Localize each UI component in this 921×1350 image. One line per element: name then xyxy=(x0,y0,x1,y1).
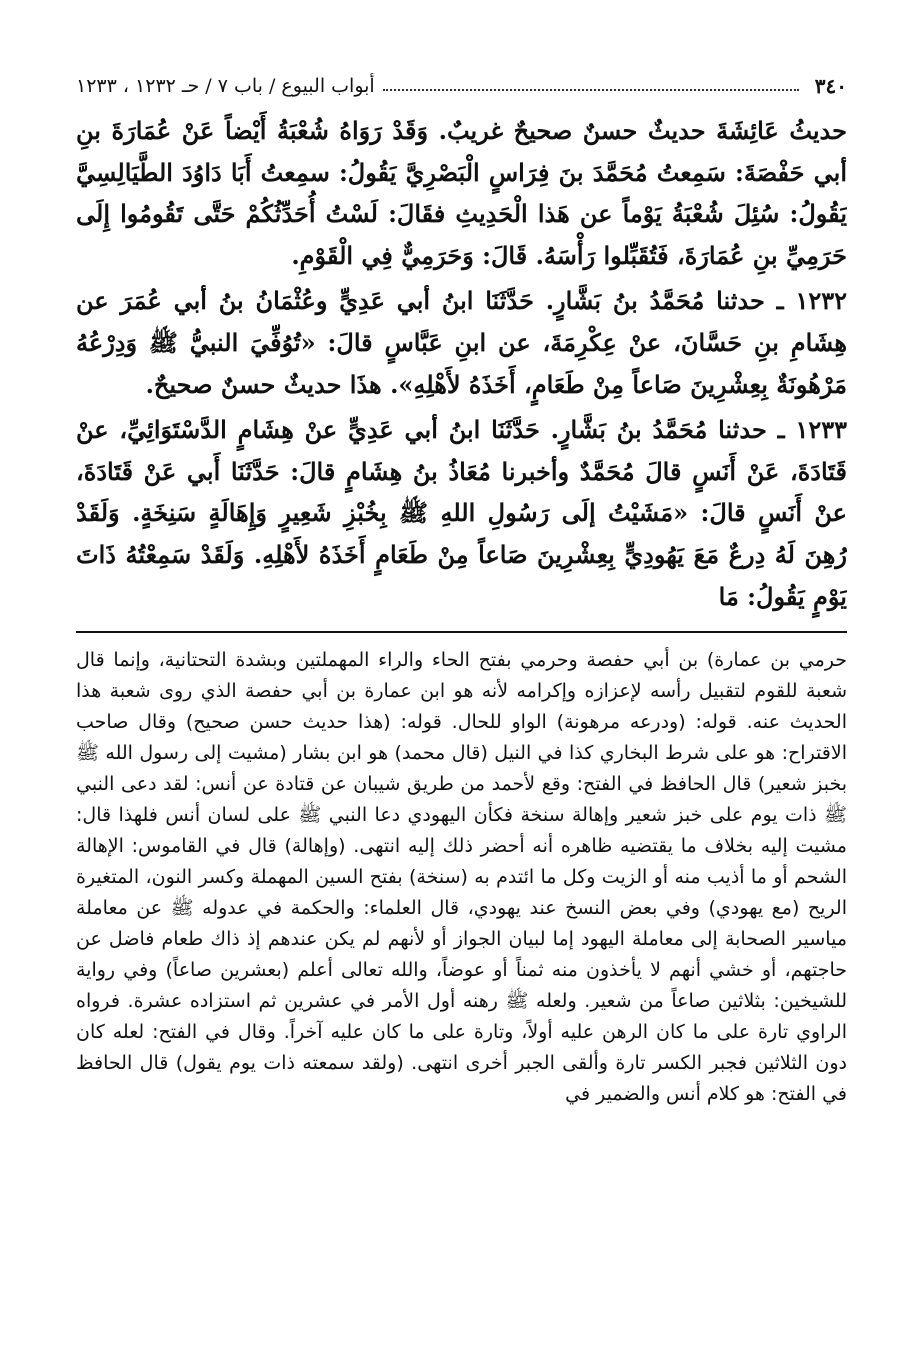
hadith-number: ١٢٣٣ ـ xyxy=(777,415,847,445)
header-dotted-leader xyxy=(383,89,799,91)
hadith-1233 xyxy=(76,409,847,617)
footnote-divider xyxy=(76,631,847,633)
hadith-text xyxy=(76,110,847,617)
hadith-number: ١٢٣٢ ـ xyxy=(776,286,847,316)
hadith-body: حدثنا مُحَمَّدُ بنُ بَشَّارٍ. حَدَّثَنَا ابنُ أبي عَدِيٍّ وعُثْمَانُ بنُ أبي عُمَرَ عن هِشَامِ بنِ حَسَّانَ، عنْ عِكْرِمَةَ، عن ابنِ عَبَّاسٍ قالَ: «تُوُفِّيَ النبيُّ ﷺ وَدِرْعُهُ مَرْهُونَةٌ بِعِشْرِينَ صَاعاً مِنْ طَعَامٍ، أَخَذَهُ لأَهْلِهِ». هذَا حديثٌ حسنٌ صحيحٌ. xyxy=(76,286,847,399)
running-header xyxy=(76,70,847,102)
book-page xyxy=(76,70,847,1340)
page-number: ٣٤٠ xyxy=(814,74,847,98)
hadith-body: حدثنا مُحَمَّدُ بنُ بَشَّارٍ. حَدَّثَنَا ابنُ أبي عَدِيٍّ عنْ هِشَامٍ الدَّسْتَوَائِيِّ، عنْ قَتَادَةَ، عَنْ أَنَسٍ قالَ مُحَمَّدٌ وأخبرنا مُعَاذُ بنُ هِشَامٍ قالَ: حَدَّثَنَا أَبي عَنْ قَتَادَةَ، عنْ أَنَسٍ قالَ: «مَشَيْتُ إلَى رَسُولِ اللهِ ﷺ بِخُبْزِ شَعِيرٍ وَإِهَالَةٍ سَنِخَةٍ. وَلَقَدْ رُهِنَ لَهُ دِرعٌ مَعَ يَهُودِيٍّ بِعِشْرِينَ صَاعاً مِنْ طَعَامٍ أَخَذَهُ لأَهْلِهِ. وَلَقَدْ سَمِعْتُهُ ذَاتَ يَوْمٍ يَقُولُ: مَا xyxy=(76,415,847,611)
hadith-1232 xyxy=(76,280,847,405)
commentary-text: حرمي بن عمارة) بن أبي حفصة وحرمي بفتح الحاء والراء المهملتين وبشدة التحتانية، وإنما قال شعبة للقوم لتقبيل رأسه لإعزازه وإكرامه لأنه هو ابن عمارة بن أبي حفصة الذي روى شعبة هذا الحديث عنه. قوله: (ودرعه مرهونة) الواو للحال. قوله: (هذا حديث حسن صحيح) وقال صاحب الاقتراح: هو على شرط البخاري كذا في النيل (قال محمد) هو ابن بشار (مشيت إلى رسول الله ﷺ بخبز شعير) قال الحافظ في الفتح: وقع لأحمد من طريق شيبان عن قتادة عن أنس: لقد دعى النبي ﷺ ذات يوم على خبز شعير وإهالة سنخة فكأن اليهودي دعا النبي ﷺ على لسان أنس فلهذا قال: مشيت إليه بخلاف ما يقتضيه ظاهره أنه أحضر ذلك إليه انتهى. (وإهالة) قال في القاموس: الإهالة الشحم أو ما أذيب منه أو الزيت وكل ما ائتدم به (سنخة) بفتح السين المهملة وكسر النون، المتغيرة الريح (مع يهودي) وفي بعض النسخ عند يهودي، قال العلماء: والحكمة في عدوله ﷺ عن معاملة مياسير الصحابة إلى معاملة اليهود إما لبيان الجواز أو لأنهم لم يكن عندهم إذ ذاك طعام فاضل عن حاجتهم، أو خشي أنهم لا يأخذون منه ثمناً أو عوضاً، والله تعالى أعلم (بعشرين صاعاً) وفي رواية للشيخين: بثلاثين صاعاً من شعير. ولعله ﷺ رهنه أول الأمر في عشرين ثم استزاده عشرة. فرواه الراوي تارة على ما كان الرهن عليه أولاً، وتارة على ما كان عليه آخراً. وقال في الفتح: لعله كان دون الثلاثين فجبر الكسر تارة وألقى الجبر أخرى انتهى. (ولقد سمعته ذات يوم يقول) قال الحافظ في الفتح: هو كلام أنس والضمير في xyxy=(76,649,847,1106)
paragraph-aisha-hadith-note: حديثُ عَائِشَةَ حديثٌ حسنٌ صحيحٌ غريبٌ. وَقَدْ رَوَاهُ شُعْبَةُ أَيْضاً عَنْ عُمَارَةَ بنِ أبي حَفْصَةَ: سَمِعتُ مُحَمَّدَ بنَ فِرَاسٍ الْبَصْرِيَّ يَقُولُ: سمِعتُ أَبَا دَاوُدَ الطَّيَالِسِيَّ يَقُولُ: سُئِلَ شُعْبَةُ يَوْماً عن هَذا الْحَدِيثِ فقَالَ: لَسْتُ أُحَدِّثُكُمْ حَتَّى تَقُومُوا إِلَى حَرَمِيِّ بنِ عُمَارَةَ، فَتُقَبِّلوا رَأْسَهُ. قَالَ: وَحَرَمِيٌّ فِي الْقَوْمِ. xyxy=(76,116,847,270)
chapter-info: أبواب البيوع / باب ٧ / حـ ١٢٣٢ ، ١٢٣٣ xyxy=(76,75,375,97)
commentary xyxy=(76,645,847,1110)
